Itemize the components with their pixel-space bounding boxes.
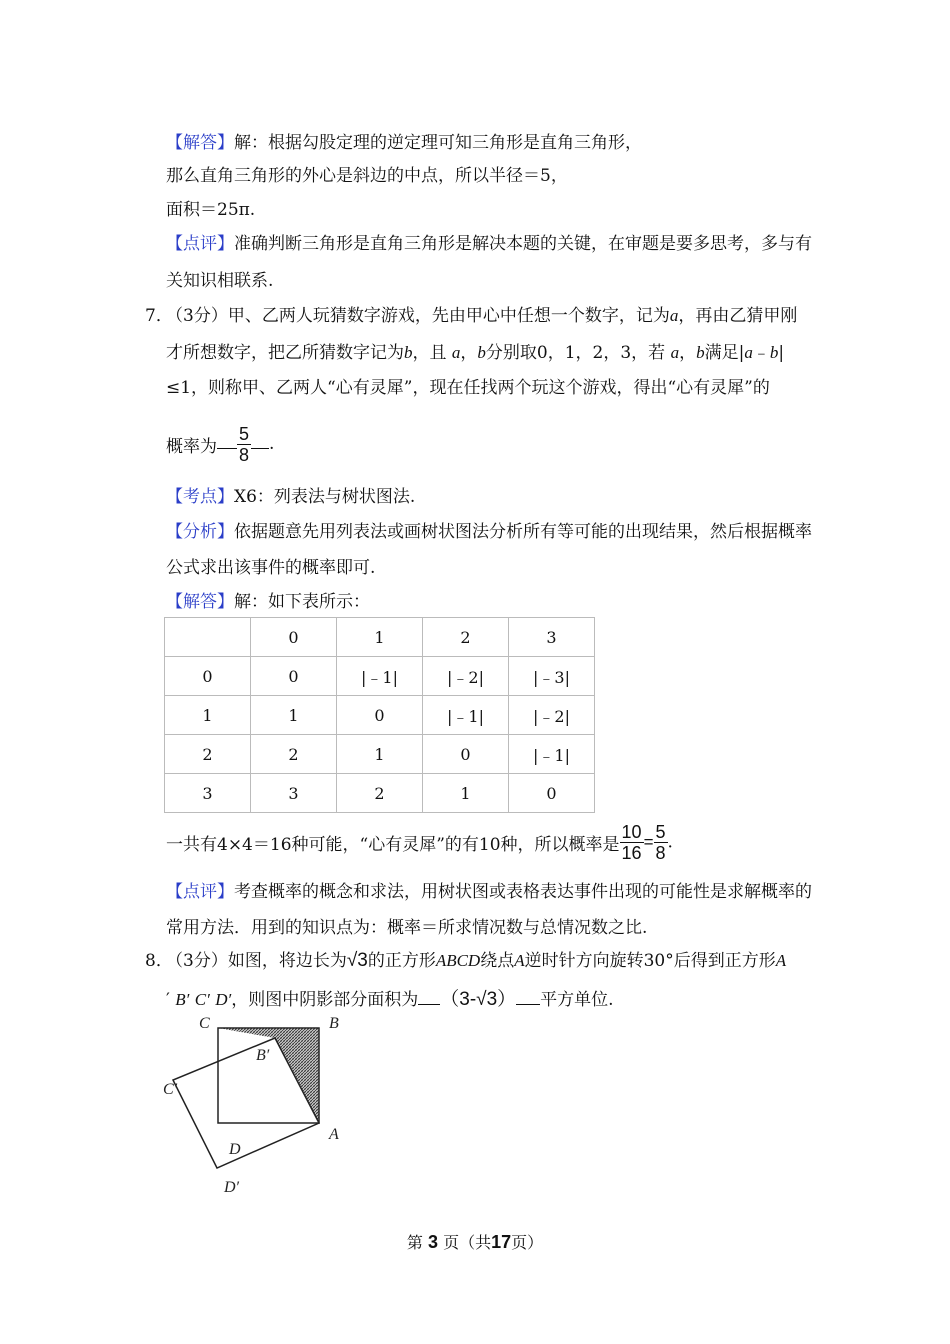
- q6-review-line1: 【点评】准确判断三角形是直角三角形是解决本题的关键，在审题是要多思考，多与有: [166, 234, 812, 254]
- q7-review-line2: 常用方法．用到的知识点为：概率＝所求情况数与总情况数之比.: [166, 918, 648, 938]
- label-c-prime: C′: [163, 1081, 178, 1098]
- label-d: D: [229, 1141, 241, 1158]
- table-cell: 2: [423, 618, 509, 657]
- table-cell: 0: [251, 657, 337, 696]
- table-cell: |﹣2|: [423, 657, 509, 696]
- table-cell: |﹣1|: [337, 657, 423, 696]
- table-cell: 0: [337, 696, 423, 735]
- q7-line1: （3分）甲、乙两人玩猜数字游戏，先由甲心中任想一个数字，记为a，再由乙猜甲刚: [166, 306, 798, 326]
- q7-jieda: 【解答】解：如下表所示：: [166, 592, 370, 612]
- table-cell: 2: [165, 735, 251, 774]
- table-cell: [165, 618, 251, 657]
- q7-number: 7．: [145, 306, 173, 326]
- table-cell: 1: [165, 696, 251, 735]
- rotated-square-figure: [155, 1008, 355, 1198]
- table-cell: 0: [251, 618, 337, 657]
- q7-line4: 概率为 $\frac{5}{8}$ .: [166, 424, 275, 465]
- table-cell: 3: [509, 618, 595, 657]
- table-row: [165, 735, 595, 774]
- table-cell: 0: [509, 774, 595, 813]
- q7-line3: ≤1，则称甲、乙两人“心有灵犀”，现在任找两个玩这个游戏，得出“心有灵犀”的: [166, 378, 770, 398]
- label-a: A: [329, 1126, 339, 1143]
- label-d-prime: D′: [224, 1179, 240, 1196]
- table-cell: 1: [337, 735, 423, 774]
- review-tag: 【点评】: [166, 234, 234, 254]
- table-cell: 1: [337, 618, 423, 657]
- q7-answer-fraction: $\frac{5}{8}$: [239, 424, 250, 465]
- label-b: B: [329, 1015, 339, 1032]
- q8-line1: （3分）如图，将边长为√3的正方形ABCD绕点A逆时针方向旋转30°后得到正方形A: [166, 950, 787, 971]
- table-cell: |﹣2|: [509, 696, 595, 735]
- table-row: [165, 657, 595, 696]
- q8-number: 8．: [145, 951, 173, 971]
- page-number: 3: [427, 1232, 438, 1252]
- difference-table: [164, 617, 595, 813]
- q6-answer-line1: 【解答】解：根据勾股定理的逆定理可知三角形是直角三角形，: [166, 133, 642, 153]
- table-row: [165, 774, 595, 813]
- q7-summary: 一共有4×4＝16种可能，“心有灵犀”的有10种，所以概率是 $\frac{10}{16}$ = $\frac{5}{8}$ .: [166, 822, 673, 863]
- table-cell: 3: [165, 774, 251, 813]
- table-cell: 2: [337, 774, 423, 813]
- q8-line2: ′ B′ C′ D′，则图中阴影部分面积为 （3-√3） 平方单位.: [166, 989, 614, 1010]
- table-cell: |﹣1|: [509, 735, 595, 774]
- shaded-region: [218, 1028, 319, 1123]
- q7-kaodian: 【考点】X6：列表法与树状图法.: [166, 487, 416, 507]
- table-cell: 2: [251, 735, 337, 774]
- q8-answer: （3-√3）: [440, 989, 517, 1010]
- q6-answer-line2: 那么直角三角形的外心是斜边的中点，所以半径＝5，: [166, 166, 568, 186]
- q7-fenxi-line2: 公式求出该事件的概率即可.: [166, 558, 376, 578]
- table-cell: 1: [251, 696, 337, 735]
- table-cell: 1: [423, 774, 509, 813]
- table-cell: 0: [423, 735, 509, 774]
- table-row: [165, 618, 595, 657]
- table-cell: |﹣1|: [423, 696, 509, 735]
- label-b-prime: B′: [256, 1047, 270, 1064]
- q7-line2: 才所想数字，把乙所猜数字记为b，且 a，b分别取0，1，2，3，若 a，b满足|a﹣b|: [166, 343, 785, 363]
- q6-answer-line3: 面积＝25π.: [166, 200, 256, 220]
- table-cell: 0: [165, 657, 251, 696]
- table-row: [165, 696, 595, 735]
- answer-tag: 【解答】: [166, 133, 234, 153]
- q7-review-line1: 【点评】考查概率的概念和求法，用树状图或表格表达事件出现的可能性是求解概率的: [166, 882, 812, 902]
- q7-fenxi-line1: 【分析】依据题意先用列表法或画树状图法分析所有等可能的出现结果，然后根据概率: [166, 522, 812, 542]
- page-total: 17: [491, 1232, 512, 1252]
- q6-review-line2: 关知识相联系.: [166, 271, 274, 291]
- table-cell: 3: [251, 774, 337, 813]
- label-c: C: [199, 1015, 210, 1032]
- page-footer: 第 3 页（共17页）: [406, 1232, 544, 1252]
- table-cell: |﹣3|: [509, 657, 595, 696]
